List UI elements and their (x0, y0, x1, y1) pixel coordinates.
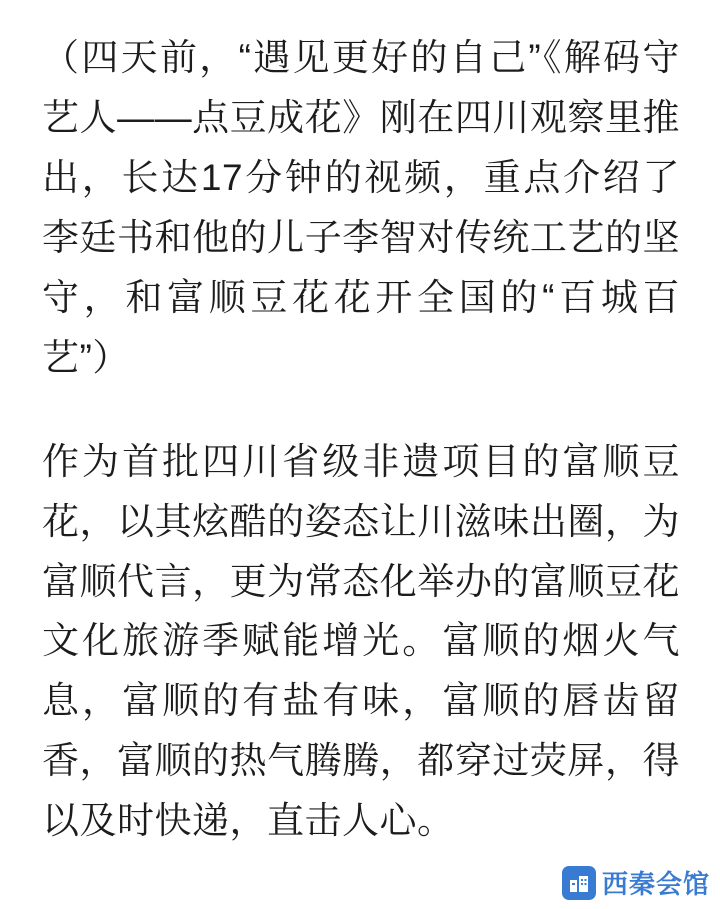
building-icon (562, 866, 596, 900)
watermark (562, 864, 710, 901)
paragraph-2: 作为首批四川省级非遗项目的富顺豆花，以其炫酷的姿态让川滋味出圈，为富顺代言，更为常态化举办的富顺豆花文化旅游季赋能增光。富顺的烟火气息，富顺的有盐有味，富顺的唇齿留香，富顺的热气腾腾，都穿过荧屏，得以及时快递，直击人心。 (42, 440, 680, 842)
paragraph-1: （四天前，“遇见更好的自己”《解码守艺人——点豆成花》刚在四川观察里推出，长达17分钟的视频，重点介绍了李廷书和他的儿子李智对传统工艺的坚守，和富顺豆花花开全国的“百城百艺”） (42, 37, 680, 378)
watermark-label: 西秦会馆 (601, 869, 710, 899)
